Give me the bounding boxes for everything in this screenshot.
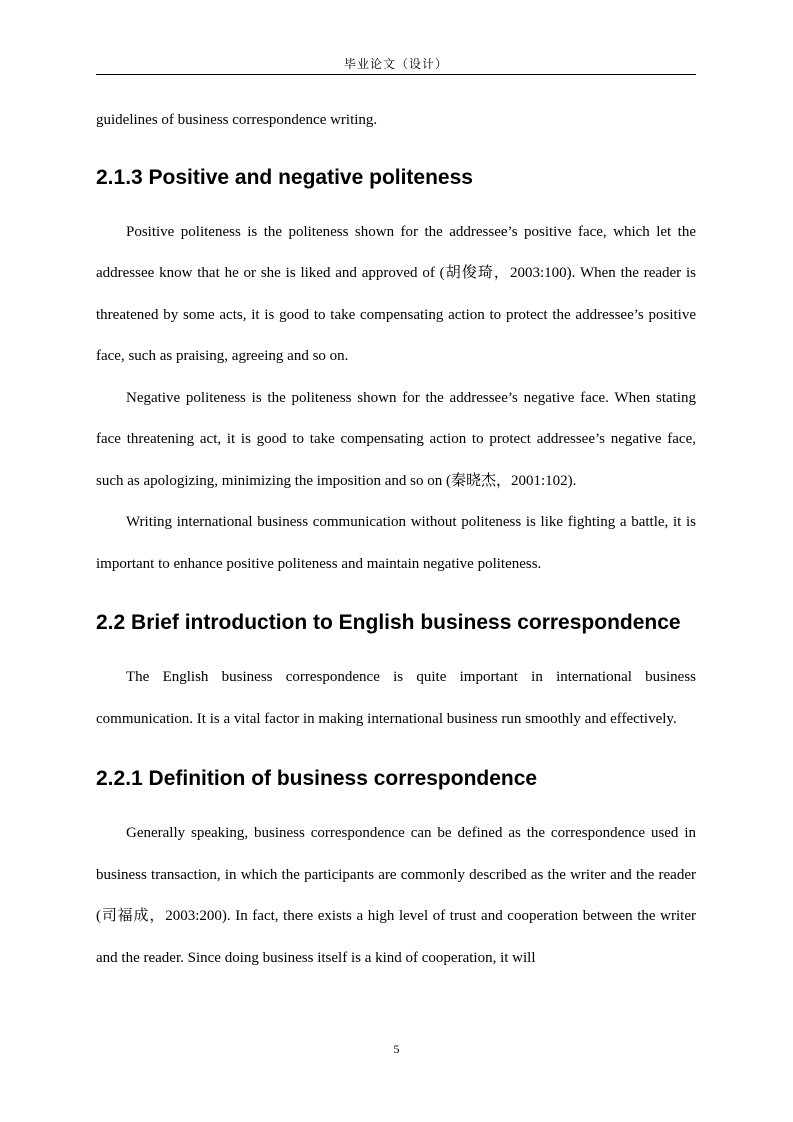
header-title: 毕业论文（设计） (343, 57, 448, 71)
section-heading-2-2-1: 2.2.1 Definition of business correspondence (96, 767, 538, 790)
paragraph-positive-politeness: Positive politeness is the politeness shown for the addressee’s positive face, which let the addressee know that he or she is liked and approved of (胡俊琦，2003:100). When the reader is threatened by some acts, it is good to take compensating action to protect the addressee’s positive face, such as praising, agreeing and so on. (96, 223, 696, 364)
paragraph-definition: Generally speaking, business correspondence can be defined as the correspondence used in business transaction, in which the participants are commonly described as the writer and the reader (司福成，2003:200). In fact, there exists a high level of trust and cooperation between the writer and the reader. Since doing business itself is a kind of cooperation, it will (96, 825, 696, 966)
paragraph-correspondence-intro: The English business correspondence is quite important in international business communication. It is a vital factor in making international business run smoothly and effectively. (96, 669, 696, 727)
page-header (96, 52, 696, 75)
section-heading-2-2: 2.2 Brief introduction to English business correspondence (96, 611, 681, 634)
section-heading-2-1-3: 2.1.3 Positive and negative politeness (96, 165, 473, 189)
paragraph-continuation: guidelines of business correspondence writing. (96, 112, 378, 128)
document-body (96, 100, 696, 979)
paragraph-politeness-summary: Writing international business communication without politeness is like fighting a battle, it is important to enhance positive politeness and maintain negative politeness. (96, 514, 696, 572)
page-number: 5 (393, 1042, 400, 1056)
paragraph-negative-politeness: Negative politeness is the politeness shown for the addressee’s negative face. When stating face threatening act, it is good to take compensating action to protect addressee’s negative face, such as apologizing, minimizing the imposition and so on (秦晓杰，2001:102). (96, 389, 696, 489)
